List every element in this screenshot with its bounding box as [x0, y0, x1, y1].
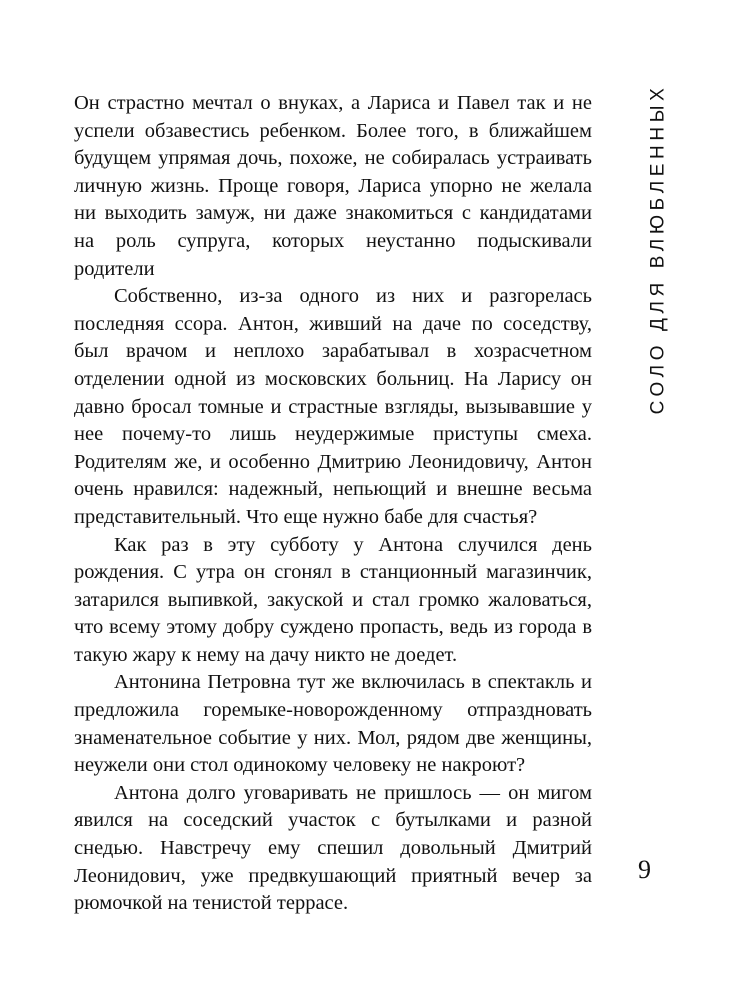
running-head: [640, 83, 676, 415]
paragraph-3: Как раз в эту субботу у Антона случился день рождения. С утра он сгонял в станционный магазинчик, затарился выпивкой, закуской и стал громко жаловаться, что всему этому добру суждено пропасть, ведь из города в такую жару к нему на дачу никто не доедет.: [74, 533, 592, 666]
page-number: 9: [638, 855, 651, 884]
paragraph-5: Антона долго уговаривать не пришлось — он мигом явился на соседский участок с бутылками и разной снедью. Навстречу ему спешил довольный Дмитрий Леонидович, уже предвкушающий приятный вечер за рюмочкой на тенистой террасе.: [74, 781, 592, 915]
body-text: [74, 90, 592, 918]
paragraph-4: Антонина Петровна тут же включилась в спектакль и предложила горемыке-новорожденному отпраздновать знаменательное событие у них. Мол, рядом две женщины, неужели они стол одинокому человеку не накроют?: [74, 671, 592, 777]
running-head-title: СОЛО ДЛЯ ВЛЮБЛЕННЫХ: [647, 83, 668, 415]
paragraph-2: Собственно, из-за одного из них и разгорелась последняя ссора. Антон, живший на даче по соседству, был врачом и неплохо зарабатывал в хозрасчетном отделении одной из московских больниц. На Ларису он давно бросал томные и страстные взгляды, вызывавшие у нее почему-то лишь неудержимые приступы смеха. Родителям же, и особенно Дмитрию Леонидовичу, Антон очень нравился: надежный, непьющий и внешне весьма представительный. Что еще нужно бабе для счастья?: [74, 285, 592, 528]
paragraph-1: Он страстно мечтал о внуках, а Лариса и Павел так и не успели обзавестись ребенком. Более того, в ближайшем будущем упрямая дочь, похоже, не собиралась устраивать личную жизнь. Проще говоря, Лариса упорно не желала ни выходить замуж, ни даже знакомиться с кандидатами на роль супруга, которых неустанно подыскивали родители: [74, 92, 592, 280]
